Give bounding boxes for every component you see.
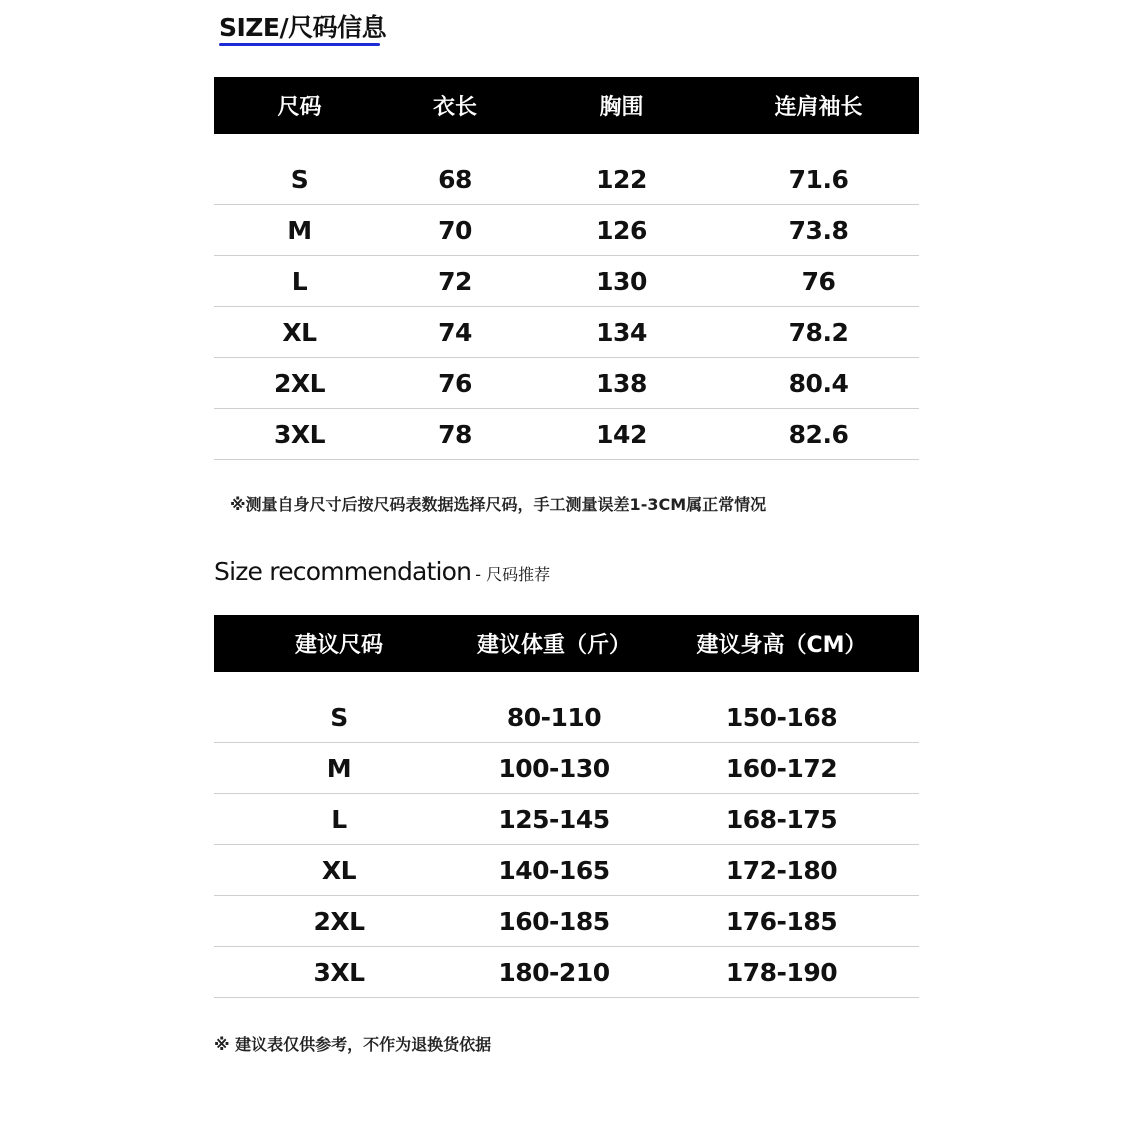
cell-length: 72 [385, 256, 525, 307]
cell-size: 2XL [214, 896, 464, 947]
cell-weight: 100-130 [464, 743, 644, 794]
header-recommended-height: 建议身高（CM） [644, 615, 919, 672]
header-sleeve: 连肩袖长 [718, 77, 919, 134]
cell-chest: 142 [525, 409, 718, 460]
cell-size: S [214, 154, 385, 205]
spacer-cell [214, 134, 919, 154]
size-chart-header-row [214, 77, 919, 134]
cell-sleeve: 78.2 [718, 307, 919, 358]
cell-size: 3XL [214, 409, 385, 460]
cell-weight: 160-185 [464, 896, 644, 947]
cell-weight: 180-210 [464, 947, 644, 998]
table-row [214, 154, 919, 205]
cell-sleeve: 82.6 [718, 409, 919, 460]
cell-chest: 126 [525, 205, 718, 256]
cell-size: S [214, 692, 464, 743]
size-chart-table [214, 77, 919, 460]
cell-size: XL [214, 845, 464, 896]
cell-weight: 140-165 [464, 845, 644, 896]
cell-size: M [214, 743, 464, 794]
cell-chest: 130 [525, 256, 718, 307]
table-row [214, 845, 919, 896]
header-chest: 胸围 [525, 77, 718, 134]
header-size: 尺码 [214, 77, 385, 134]
title-underline [219, 43, 380, 46]
cell-size: M [214, 205, 385, 256]
cell-sleeve: 73.8 [718, 205, 919, 256]
cell-height: 172-180 [644, 845, 919, 896]
table-spacer [214, 134, 919, 154]
cell-chest: 134 [525, 307, 718, 358]
cell-chest: 138 [525, 358, 718, 409]
cell-height: 178-190 [644, 947, 919, 998]
cell-length: 70 [385, 205, 525, 256]
table-row [214, 794, 919, 845]
cell-size: L [214, 256, 385, 307]
recommendation-header-row [214, 615, 919, 672]
cell-height: 150-168 [644, 692, 919, 743]
measurement-note: ※测量自身尺寸后按尺码表数据选择尺码，手工测量误差1-3CM属正常情况 [230, 495, 767, 514]
size-section-title: SIZE/尺码信息 [219, 13, 387, 42]
table-row [214, 947, 919, 998]
cell-height: 176-185 [644, 896, 919, 947]
disclaimer-note: ※ 建议表仅供参考，不作为退换货依据 [214, 1035, 492, 1054]
table-row [214, 692, 919, 743]
cell-length: 68 [385, 154, 525, 205]
table-row [214, 743, 919, 794]
recommendation-table [214, 615, 919, 998]
recommendation-title-text: Size recommendation [214, 557, 472, 586]
cell-length: 74 [385, 307, 525, 358]
cell-size: 2XL [214, 358, 385, 409]
table-spacer [214, 672, 919, 692]
table-row [214, 256, 919, 307]
cell-height: 168-175 [644, 794, 919, 845]
cell-weight: 80-110 [464, 692, 644, 743]
header-length: 衣长 [385, 77, 525, 134]
header-recommended-weight: 建议体重（斤） [464, 615, 644, 672]
cell-sleeve: 76 [718, 256, 919, 307]
table-row [214, 409, 919, 460]
cell-weight: 125-145 [464, 794, 644, 845]
recommendation-title [214, 557, 550, 586]
cell-size: XL [214, 307, 385, 358]
recommendation-subtitle: - 尺码推荐 [475, 565, 551, 584]
cell-sleeve: 71.6 [718, 154, 919, 205]
cell-length: 78 [385, 409, 525, 460]
cell-size: 3XL [214, 947, 464, 998]
table-row [214, 358, 919, 409]
header-recommended-size: 建议尺码 [214, 615, 464, 672]
cell-size: L [214, 794, 464, 845]
spacer-cell [214, 672, 919, 692]
cell-sleeve: 80.4 [718, 358, 919, 409]
cell-chest: 122 [525, 154, 718, 205]
cell-height: 160-172 [644, 743, 919, 794]
table-row [214, 205, 919, 256]
cell-length: 76 [385, 358, 525, 409]
table-row [214, 896, 919, 947]
table-row [214, 307, 919, 358]
